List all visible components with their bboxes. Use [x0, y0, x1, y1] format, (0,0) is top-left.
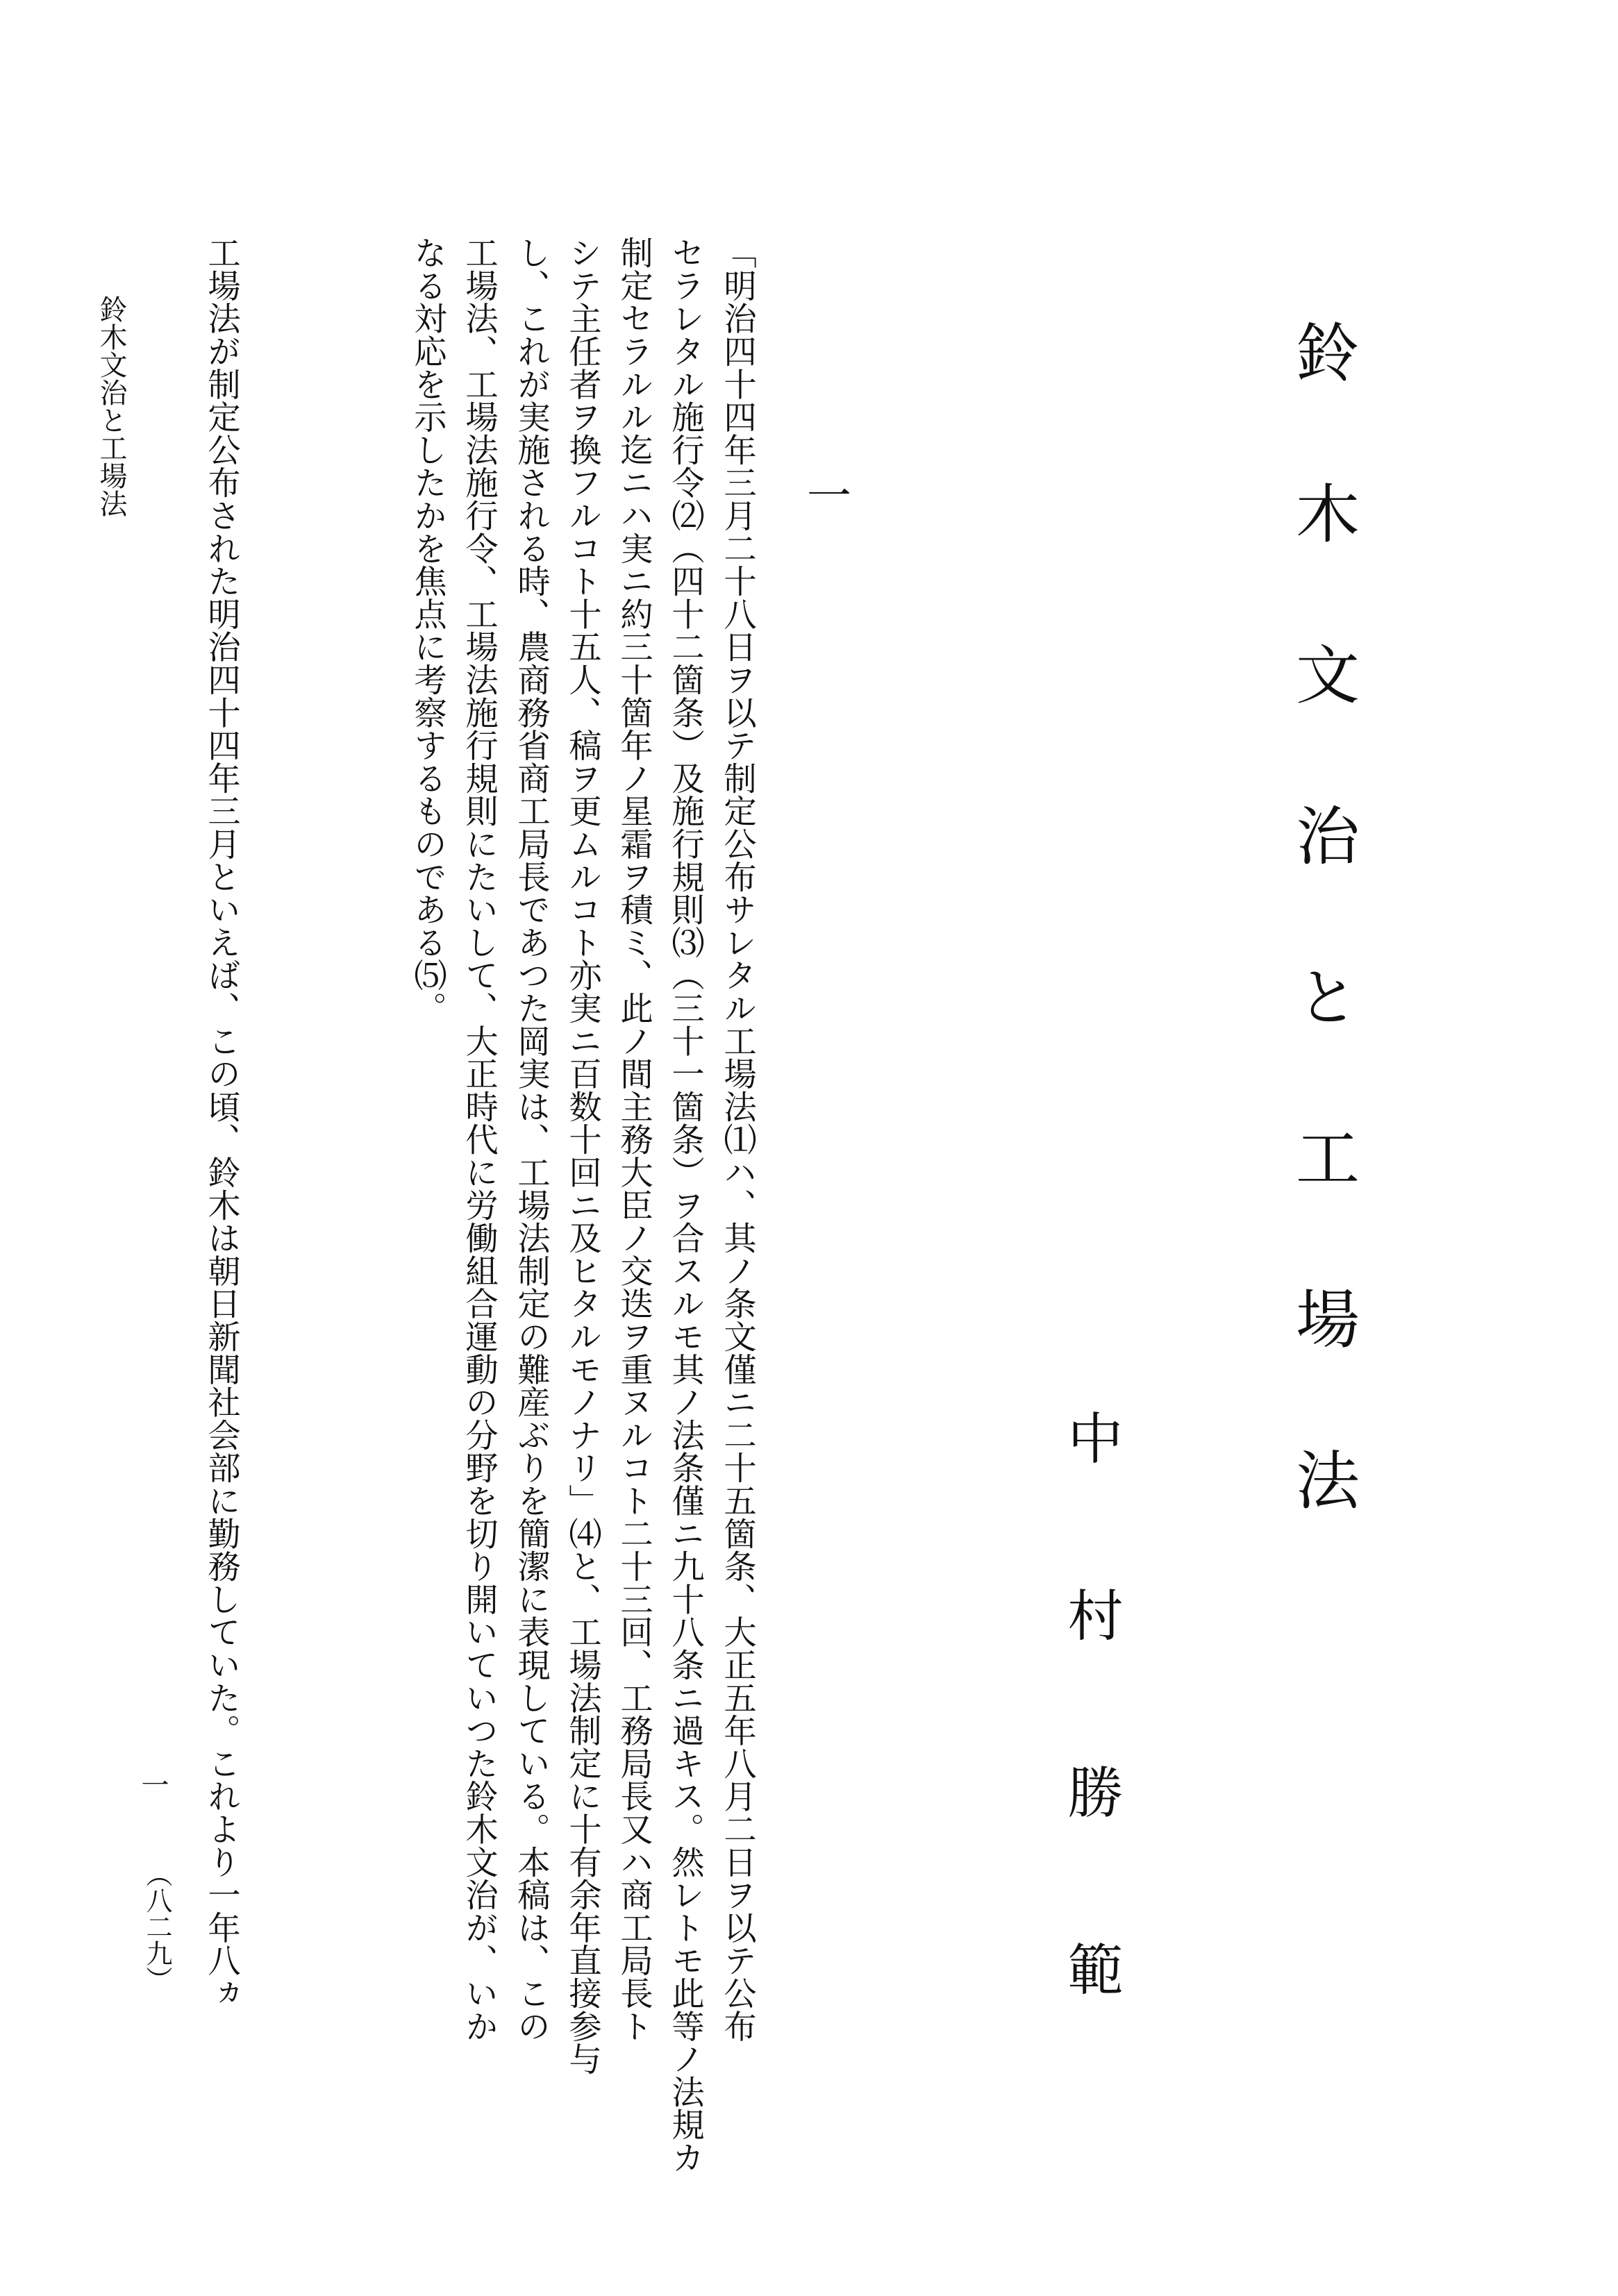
running-title: 鈴木文治と工場法 [95, 295, 127, 517]
page-number-sub: （八二九） [142, 1861, 172, 1993]
body-line-8: 工場法が制定公布された明治四十四年三月といえば、この頃、鈴木は朝日新聞社会部に勤務していた。これより一年八ヵ [202, 236, 240, 2010]
article-title: 鈴木文治と工場法 [1285, 319, 1360, 1608]
page-number: 一 [137, 1770, 169, 1798]
body-line-6: 工場法、工場法施行令、工場法施行規則にたいして、大正時代に労働組合運動の分野を切り開いていつた鈴木文治が、いか [460, 236, 498, 2043]
body-line-1: 「明治四十四年三月二十八日ヲ以テ制定公布サレタル工場法⑴ハ、其ノ条文僅ニ二十五箇条、大正五年八月二日ヲ以テ公布 [718, 236, 756, 2043]
body-line-2: セラレタル施行令⑵（四十二箇条）及施行規則⑶（三十一箇条）ヲ合スルモ其ノ法条僅ニ九十八条ニ過キス。然レトモ此等ノ法規カ [666, 236, 704, 2174]
body-line-7: なる対応を示したかを焦点に考察するものである⑸。 [408, 236, 447, 1025]
body-line-4: シテ主任者ヲ換フルコト十五人、稿ヲ更ムルコト亦実ニ百数十回ニ及ヒタルモノナリ」⑷と、工場法制定に十有余年直接参与 [563, 236, 601, 2075]
section-number: 一 [799, 472, 851, 517]
body-line-5: し、これが実施される時、農商務省商工局長であつた岡実は、工場法制定の難産ぶりを簡潔に表現している。本稿は、この [512, 236, 550, 2043]
body-line-3: 制定セラルル迄ニハ実ニ約三十箇年ノ星霜ヲ積ミ、此ノ間主務大臣ノ交迭ヲ重ヌルコト二十三回、工務局長又ハ商工局長ト [615, 236, 653, 2043]
author-name: 中村勝範 [1058, 1409, 1123, 2118]
